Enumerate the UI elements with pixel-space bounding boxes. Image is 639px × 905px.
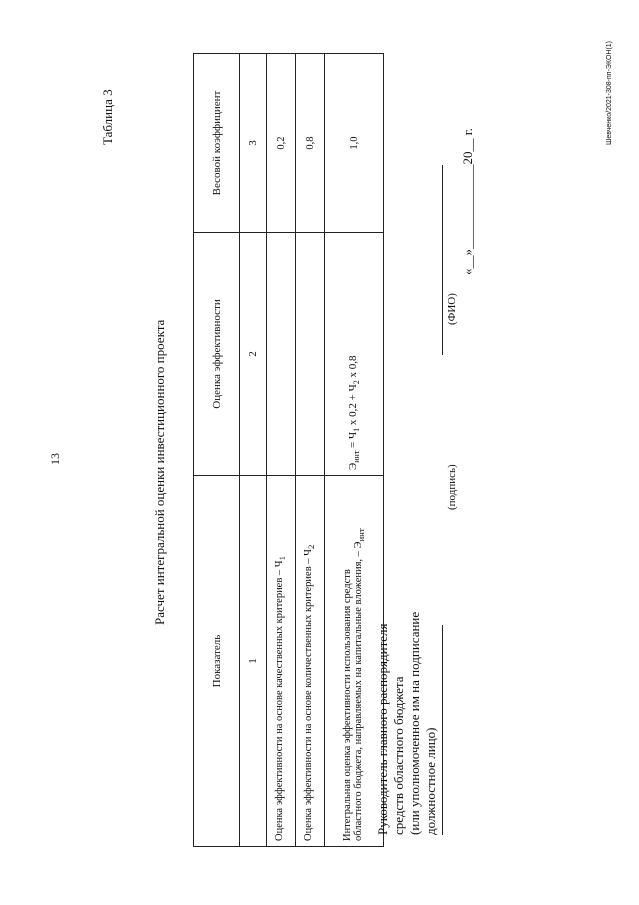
column-number: 1 [240, 476, 267, 847]
indicator-text: Интегральная оценка эффективности использования средств [341, 569, 353, 841]
column-number: 2 [240, 233, 267, 476]
header-indicator: Показатель [194, 476, 240, 847]
table-row [296, 54, 325, 847]
signature-caption: (подпись) [446, 464, 458, 510]
signer-title-line: Руководитель главного распорядителя [375, 623, 390, 835]
evaluation-table [193, 53, 384, 847]
name-line [442, 165, 443, 355]
table-row [267, 54, 296, 847]
header-assessment: Оценка эффективности [194, 233, 240, 476]
table-header-row [194, 54, 240, 847]
indicator-text: Оценка эффективности на основе количественных критериев – Ч [303, 549, 315, 841]
signer-title-line: средств областного бюджета [391, 676, 406, 835]
name-caption: (ФИО) [446, 293, 458, 325]
indicator-subscript: инт [356, 528, 367, 542]
assessment-cell [296, 233, 325, 476]
indicator-text-2: областного бюджета, направляемых на капитальные вложения, – $Э_{инт}$ [352, 528, 367, 841]
indicator-cell [267, 476, 296, 847]
indicator-cell [296, 476, 325, 847]
column-number-row [240, 54, 267, 847]
column-number: 3 [240, 54, 267, 233]
page-number: 13 [48, 453, 62, 465]
table-label: Таблица 3 [100, 89, 115, 145]
indicator-subscript: 1 [277, 555, 288, 561]
document-code: Шевченко/2021-308-пп-ЭКОН(1) [606, 40, 613, 145]
header-weight: Весовой коэффициент [194, 54, 240, 233]
weight-cell: 0,2 [267, 54, 296, 233]
weight-cell: 0,8 [296, 54, 325, 233]
signer-title [375, 495, 439, 835]
date-line: «__»_____________20__ г. [460, 128, 475, 275]
assessment-cell [267, 233, 296, 476]
formula-cell: $Э_{инт} = Ч_1$ x $0,2 + Ч_2$ x 0,8 [325, 233, 384, 476]
indicator-subscript: 2 [306, 544, 317, 549]
indicator-text: Оценка эффективности на основе качественных критериев – Ч [274, 560, 286, 841]
document-title: Расчет интегральной оценки инвестиционного проекта [152, 319, 167, 625]
weight-cell: 1,0 [325, 54, 384, 233]
signer-title-line: (или уполномоченное им на подписание [407, 611, 422, 835]
signer-title-line: должностное лицо) [423, 727, 438, 835]
signature-line [442, 625, 443, 835]
